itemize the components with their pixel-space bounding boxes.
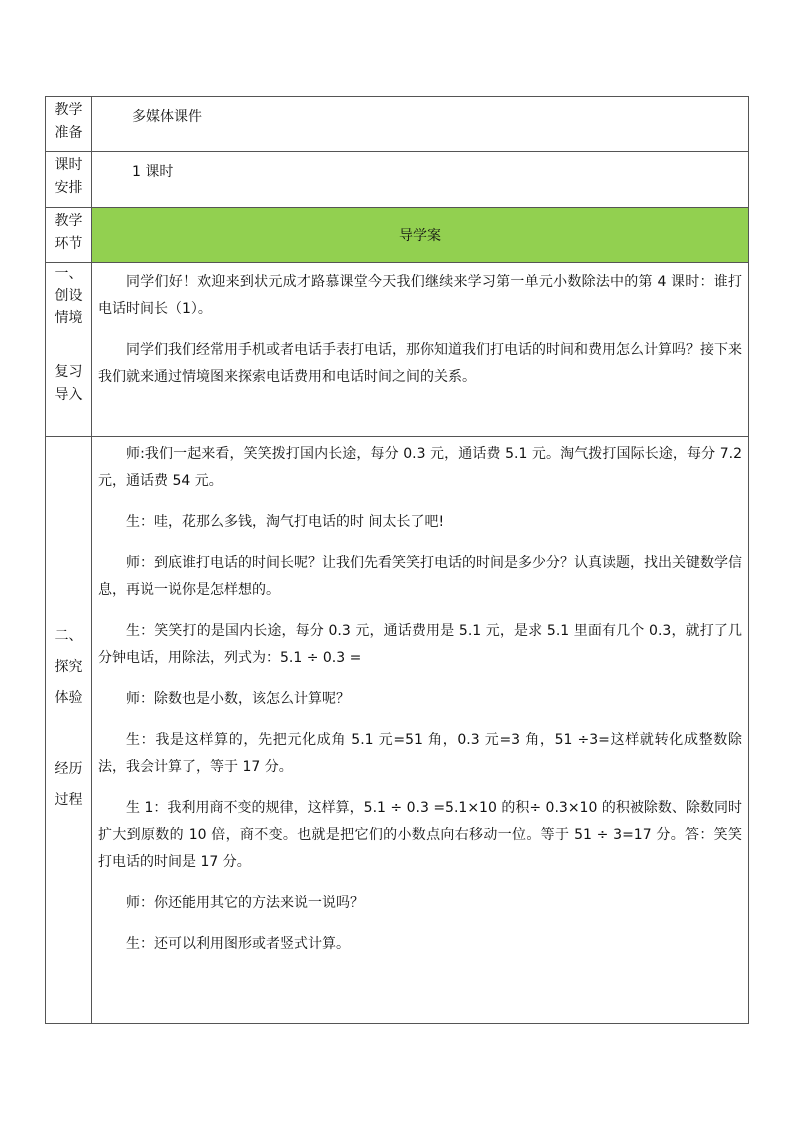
prep-label	[46, 97, 92, 152]
prep-value: 多媒体课件	[132, 109, 202, 125]
prep-value-cell	[92, 97, 749, 152]
section1-label	[46, 263, 92, 437]
section2-paragraph: 生：还可以利用图形或者竖式计算。	[126, 936, 350, 952]
section1-label-b: 情境	[54, 310, 83, 326]
stage-label-line1: 教学	[54, 213, 83, 229]
section2-paragraph: 生：笑笑打的是国内长途，每分 0.3 元，通话费用是 5.1 元，是求 5.1 里面有几个 0.3，就打了几分钟电话，用除法，列式为：5.1 ÷ 0.3 =	[98, 623, 742, 666]
section2-paragraph: 生：哇，花那么多钱，淘气打电话的时 间太长了吧!	[126, 514, 445, 530]
prep-row	[46, 97, 749, 152]
time-value-cell	[92, 152, 749, 208]
section2-paragraph: 生：我是这样算的，先把元化成角 5.1 元=51 角，0.3 元=3 角，51 ÷3=这样就转化成整数除法，我会计算了，等于 17 分。	[98, 732, 742, 775]
section1-label-c: 复习	[54, 364, 83, 380]
section1-row	[46, 263, 749, 437]
section2-paragraph: 师：你还能用其它的方法来说一说吗？	[126, 895, 364, 911]
section2-paragraph: 师:我们一起来看，笑笑拨打国内长途，每分 0.3 元，通话费 5.1 元。淘气拨打国际长途，每分 7.2 元，通话费 54 元。	[98, 446, 742, 489]
stage-header-title: 导学案	[399, 228, 441, 244]
stage-label	[46, 208, 92, 263]
lesson-plan-table	[45, 96, 749, 1024]
section2-label-c: 经历	[54, 761, 83, 777]
time-label-line2: 安排	[54, 180, 83, 196]
section1-paragraph: 同学们好！欢迎来到状元成才路慕课堂今天我们继续来学习第一单元小数除法中的第 4 课时：谁打电话时间长（1）。	[98, 274, 742, 317]
section2-label-b: 体验	[54, 690, 83, 706]
prep-label-line1: 教学	[54, 102, 83, 118]
section2-row	[46, 437, 749, 1024]
section1-label-d: 导入	[54, 387, 83, 403]
prep-label-line2: 准备	[54, 125, 83, 141]
time-label	[46, 152, 92, 208]
stage-label-line2: 环节	[54, 236, 83, 252]
section2-label-num: 二、	[54, 628, 83, 644]
section1-label-num: 一、	[54, 266, 83, 282]
section2-label-a: 探究	[54, 659, 83, 675]
section2-paragraph: 师：到底谁打电话的时间长呢？让我们先看笑笑打电话的时间是多少分？认真读题，找出关键数学信息，再说一说你是怎样想的。	[98, 555, 742, 598]
section1-paragraph: 同学们我们经常用手机或者电话手表打电话，那你知道我们打电话的时间和费用怎么计算吗？接下来我们就来通过情境图来探索电话费用和电话时间之间的关系。	[98, 342, 742, 385]
section2-paragraph: 师：除数也是小数，该怎么计算呢？	[126, 691, 350, 707]
time-row	[46, 152, 749, 208]
stage-row	[46, 208, 749, 263]
section1-label-a: 创设	[54, 288, 83, 304]
section2-label-d: 过程	[54, 792, 83, 808]
time-label-line1: 课时	[54, 157, 83, 173]
section2-content	[92, 437, 749, 1024]
stage-header-cell	[92, 208, 749, 263]
section2-label	[46, 437, 92, 1024]
time-value: 1 课时	[132, 164, 174, 180]
section2-paragraph: 生 1：我利用商不变的规律，这样算，5.1 ÷ 0.3 =5.1×10 的积÷ 0.3×10 的积被除数、除数同时扩大到原数的 10 倍，商不变。也就是把它们的小数点向右移动一位。等于 51 ÷ 3=17 分。答：笑笑打电话的时间是 17 分。	[98, 800, 742, 870]
section1-content	[92, 263, 749, 437]
